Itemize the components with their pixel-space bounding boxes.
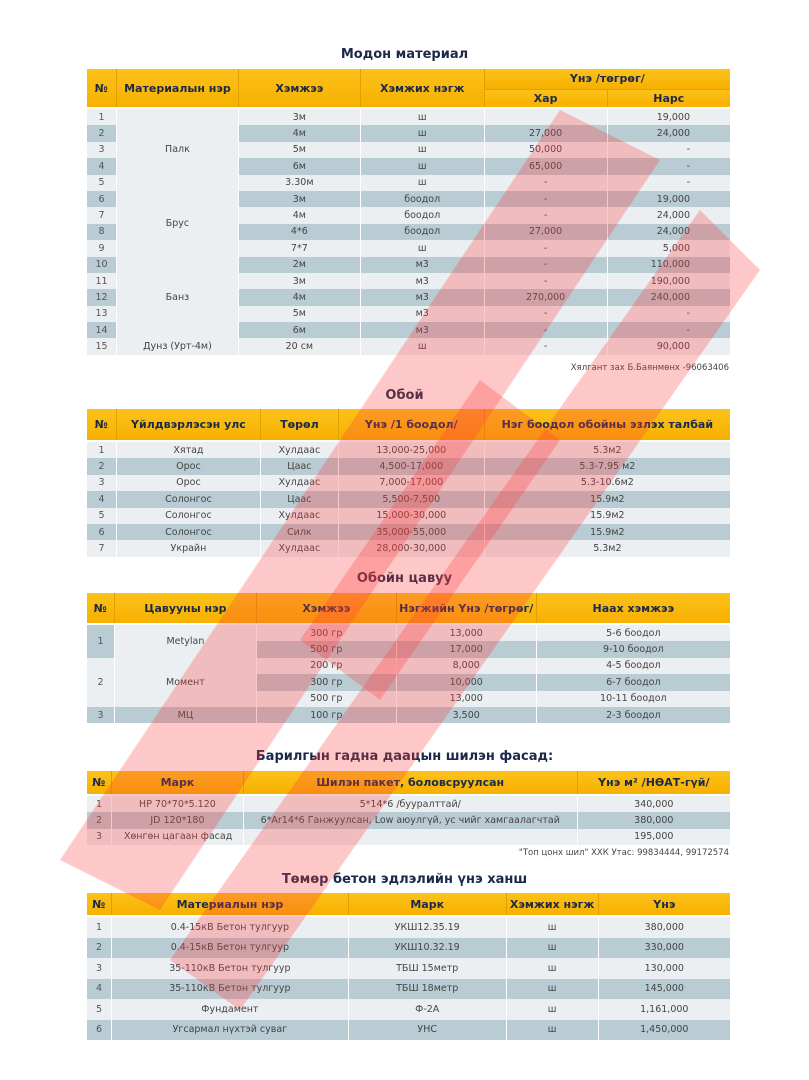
- size: 4м: [238, 289, 360, 305]
- unit: ш: [360, 125, 484, 141]
- row-number: 3: [87, 142, 117, 158]
- country: Солонгос: [116, 491, 260, 507]
- unit: ш: [360, 108, 484, 125]
- unit-price: 3,500: [396, 707, 536, 723]
- row-number: 2: [87, 812, 112, 828]
- header-black: Хар: [484, 89, 607, 108]
- row-number: 3: [87, 707, 115, 723]
- price-pine: 240,000: [607, 289, 730, 305]
- price-black: 50,000: [484, 142, 607, 158]
- header-unit-price: Нэгжийн Үнэ /төгрөг/: [396, 593, 536, 624]
- price: 330,000: [598, 938, 730, 959]
- material-name: Фундамент: [111, 999, 348, 1020]
- material-name: Палк: [116, 108, 238, 191]
- glue-title: Обойн цавуу: [356, 571, 453, 586]
- price-black: -: [484, 257, 607, 273]
- mark: ТБШ 15метр: [348, 958, 506, 979]
- mark: Ф-2А: [348, 999, 506, 1020]
- price-pine: -: [607, 158, 730, 174]
- mark: УКШ12.35.19: [348, 916, 506, 938]
- price-pine: 190,000: [607, 273, 730, 289]
- unit-price: 10,000: [396, 674, 536, 690]
- unit: ш: [506, 979, 598, 1000]
- size: 4*6: [238, 224, 360, 240]
- country: Орос: [116, 458, 260, 474]
- size: 5м: [238, 306, 360, 322]
- row-number: 6: [87, 1020, 112, 1041]
- header-price: Үнэ /төгрөг/: [484, 69, 730, 89]
- unit: ш: [506, 999, 598, 1020]
- material-name: 35-110кВ Бетон тулгуур: [111, 979, 348, 1000]
- row-number: 9: [87, 240, 117, 256]
- size: 3м: [238, 273, 360, 289]
- price: 7,000-17,000: [338, 475, 484, 491]
- price-pine: -: [607, 175, 730, 191]
- price-pine: 90,000: [607, 338, 730, 354]
- size: 3м: [238, 108, 360, 125]
- price: 1,450,000: [598, 1020, 730, 1041]
- unit: ш: [360, 338, 484, 354]
- price-black: 65,000: [484, 158, 607, 174]
- price-black: [484, 108, 607, 125]
- row-number: 3: [87, 958, 112, 979]
- glue-name: Момент: [114, 658, 256, 707]
- table-row: [87, 916, 731, 938]
- facade-table-body: [87, 795, 731, 845]
- row-number: 6: [87, 191, 117, 207]
- price: 145,000: [598, 979, 730, 1000]
- unit-price: 13,000: [396, 691, 536, 707]
- header-glue-name: Цавууны нэр: [114, 593, 256, 624]
- price: 28,000-30,000: [338, 540, 484, 556]
- row-number: 4: [87, 979, 112, 1000]
- price: 13,000-25,000: [338, 441, 484, 458]
- glue-table-body: [87, 624, 731, 723]
- table-row: [87, 624, 731, 641]
- table-row: [87, 338, 731, 354]
- price: 380,000: [598, 916, 730, 938]
- size: 2м: [238, 257, 360, 273]
- table-row: [87, 191, 731, 207]
- glass-package: [243, 829, 577, 845]
- row-number: 4: [87, 491, 117, 507]
- table-row: [87, 958, 731, 979]
- header-price-m2: Үнэ м² /НӨАТ-гүй/: [577, 771, 730, 795]
- price-black: 27,000: [484, 125, 607, 141]
- table-row: [87, 508, 731, 524]
- row-number: 5: [87, 508, 117, 524]
- price-m2: 380,000: [577, 812, 730, 828]
- wood-table-body: [87, 108, 731, 355]
- row-number: 7: [87, 540, 117, 556]
- unit-price: 8,000: [396, 658, 536, 674]
- size: 300 гр: [256, 674, 396, 690]
- country: Хятад: [116, 441, 260, 458]
- table-row: [87, 707, 731, 723]
- table-row: [87, 999, 731, 1020]
- coverage: 2-3 боодол: [536, 707, 730, 723]
- area: 15.9м2: [484, 508, 730, 524]
- wood-title: Модон материал: [340, 47, 469, 62]
- unit: ш: [360, 142, 484, 158]
- row-number: 4: [87, 158, 117, 174]
- header-no: №: [87, 409, 117, 441]
- type: Силк: [260, 524, 338, 540]
- header-coverage: Наах хэмжээ: [536, 593, 730, 624]
- header-mark: Марк: [111, 771, 243, 795]
- unit-price: 17,000: [396, 641, 536, 657]
- row-number: 12: [87, 289, 117, 305]
- row-number: 11: [87, 273, 117, 289]
- size: 100 гр: [256, 707, 396, 723]
- material-name: 0.4-15кВ Бетон тулгуур: [111, 938, 348, 959]
- row-number: 10: [87, 257, 117, 273]
- area: 5.3м2: [484, 441, 730, 458]
- table-row: [87, 979, 731, 1000]
- price-black: -: [484, 191, 607, 207]
- size: 4м: [238, 125, 360, 141]
- type: Цаас: [260, 458, 338, 474]
- row-number: 8: [87, 224, 117, 240]
- row-number: 3: [87, 829, 112, 845]
- row-number: 3: [87, 475, 117, 491]
- wallpaper-table: [86, 409, 730, 557]
- row-number: 14: [87, 322, 117, 338]
- table-row: [87, 458, 731, 474]
- unit: ш: [360, 175, 484, 191]
- price: 35,000-55,000: [338, 524, 484, 540]
- material-name: Брус: [116, 191, 238, 257]
- glue-name: МЦ: [114, 707, 256, 723]
- unit: ш: [506, 958, 598, 979]
- table-row: [87, 491, 731, 507]
- row-number: 5: [87, 999, 112, 1020]
- concrete-table-body: [87, 916, 731, 1040]
- header-price: Үнэ /1 боодол/: [338, 409, 484, 441]
- coverage: 10-11 боодол: [536, 691, 730, 707]
- price-m2: 340,000: [577, 795, 730, 812]
- header-size: Хэмжээ: [238, 69, 360, 108]
- table-row: [87, 658, 731, 674]
- header-size: Хэмжээ: [256, 593, 396, 624]
- price-m2: 195,000: [577, 829, 730, 845]
- row-number: 1: [87, 624, 115, 658]
- unit: м3: [360, 289, 484, 305]
- row-number: 1: [87, 441, 117, 458]
- price-pine: 24,000: [607, 224, 730, 240]
- mark: Хөнгөн цагаан фасад: [111, 829, 243, 845]
- table-row: [87, 795, 731, 812]
- mark: ТБШ 18метр: [348, 979, 506, 1000]
- table-row: [87, 540, 731, 556]
- area: 5.3м2: [484, 540, 730, 556]
- row-number: 6: [87, 524, 117, 540]
- type: Цаас: [260, 491, 338, 507]
- header-unit: Хэмжих нэгж: [360, 69, 484, 108]
- concrete-table: [86, 893, 730, 1040]
- price-pine: -: [607, 322, 730, 338]
- mark: УКШ10.32.19: [348, 938, 506, 959]
- table-row: [87, 938, 731, 959]
- size: 6м: [238, 322, 360, 338]
- unit: м3: [360, 322, 484, 338]
- size: 500 гр: [256, 691, 396, 707]
- size: 5м: [238, 142, 360, 158]
- unit: м3: [360, 257, 484, 273]
- material-name: Дунз (Урт-4м): [116, 338, 238, 354]
- mark: HP 70*70*5.120: [111, 795, 243, 812]
- header-mark: Марк: [348, 893, 506, 916]
- price: 5,500-7,500: [338, 491, 484, 507]
- row-number: 5: [87, 175, 117, 191]
- price-pine: 19,000: [607, 108, 730, 125]
- table-row: [87, 524, 731, 540]
- row-number: 1: [87, 795, 112, 812]
- type: Хулдаас: [260, 441, 338, 458]
- facade-source-note: "Топ цонх шил" ХХК Утас: 99834444, 99172574: [518, 848, 729, 858]
- type: Хулдаас: [260, 508, 338, 524]
- price-black: -: [484, 322, 607, 338]
- unit: боодол: [360, 224, 484, 240]
- country: Орос: [116, 475, 260, 491]
- price-pine: 110,000: [607, 257, 730, 273]
- wood-table: [86, 69, 730, 355]
- type: Хулдаас: [260, 475, 338, 491]
- unit-price: 13,000: [396, 624, 536, 641]
- glue-table: [86, 593, 730, 723]
- coverage: 6-7 боодол: [536, 674, 730, 690]
- material-name: 35-110кВ Бетон тулгуур: [111, 958, 348, 979]
- row-number: 2: [87, 458, 117, 474]
- area: 15.9м2: [484, 524, 730, 540]
- table-row: [87, 812, 731, 828]
- header-type: Төрөл: [260, 409, 338, 441]
- price: 4,500-17,000: [338, 458, 484, 474]
- table-row: [87, 108, 731, 125]
- table-row: [87, 257, 731, 273]
- size: 3.30м: [238, 175, 360, 191]
- price-pine: 19,000: [607, 191, 730, 207]
- price-pine: -: [607, 306, 730, 322]
- area: 15.9м2: [484, 491, 730, 507]
- row-number: 1: [87, 916, 112, 938]
- header-pine: Нарс: [607, 89, 730, 108]
- size: 200 гр: [256, 658, 396, 674]
- row-number: 13: [87, 306, 117, 322]
- area: 5.3-10.6м2: [484, 475, 730, 491]
- wallpaper-table-body: [87, 441, 731, 557]
- price-black: 270,000: [484, 289, 607, 305]
- unit: ш: [360, 240, 484, 256]
- size: 7*7: [238, 240, 360, 256]
- price-pine: -: [607, 142, 730, 158]
- unit: м3: [360, 306, 484, 322]
- glass-package: 6*Ar14*6 Ганжуулсан, Low аюулгүй, ус чийг хамгаалагчтай: [243, 812, 577, 828]
- unit: боодол: [360, 191, 484, 207]
- header-no: №: [87, 593, 115, 624]
- header-no: №: [87, 893, 112, 916]
- unit: ш: [506, 916, 598, 938]
- type: Хулдаас: [260, 540, 338, 556]
- wood-source-note: Хялгант зах Б.Баянмөнх -96063406: [570, 363, 729, 373]
- table-row: [87, 1020, 731, 1041]
- price-black: -: [484, 338, 607, 354]
- price-black: -: [484, 207, 607, 223]
- row-number: 1: [87, 108, 117, 125]
- price-pine: 24,000: [607, 125, 730, 141]
- size: 3м: [238, 191, 360, 207]
- unit: ш: [506, 938, 598, 959]
- country: Украйн: [116, 540, 260, 556]
- row-number: 7: [87, 207, 117, 223]
- country: Солонгос: [116, 524, 260, 540]
- concrete-title: Төмөр бетон эдлэлийн үнэ ханш: [281, 872, 528, 887]
- row-number: 2: [87, 125, 117, 141]
- glass-package: 5*14*6 /бууралттай/: [243, 795, 577, 812]
- header-price: Үнэ: [598, 893, 730, 916]
- coverage: 4-5 боодол: [536, 658, 730, 674]
- header-no: №: [87, 69, 117, 108]
- area: 5.3-7.95 м2: [484, 458, 730, 474]
- header-no: №: [87, 771, 112, 795]
- unit: м3: [360, 273, 484, 289]
- price-pine: 5,000: [607, 240, 730, 256]
- unit: ш: [360, 158, 484, 174]
- header-area: Нэг боодол обойны эзлэх талбай: [484, 409, 730, 441]
- unit: боодол: [360, 207, 484, 223]
- header-material-name: Материалын нэр: [116, 69, 238, 108]
- material-name: 0.4-15кВ Бетон тулгуур: [111, 916, 348, 938]
- row-number: 2: [87, 938, 112, 959]
- size: 500 гр: [256, 641, 396, 657]
- glue-name: Metylan: [114, 624, 256, 658]
- coverage: 5-6 боодол: [536, 624, 730, 641]
- price-black: -: [484, 306, 607, 322]
- mark: УНС: [348, 1020, 506, 1041]
- price: 1,161,000: [598, 999, 730, 1020]
- price-black: -: [484, 240, 607, 256]
- material-name: Угсармал нүхтэй суваг: [111, 1020, 348, 1041]
- price: 130,000: [598, 958, 730, 979]
- header-unit: Хэмжих нэгж: [506, 893, 598, 916]
- row-number: 15: [87, 338, 117, 354]
- mark: JD 120*180: [111, 812, 243, 828]
- material-name: Банз: [116, 257, 238, 339]
- country: Солонгос: [116, 508, 260, 524]
- size: 20 см: [238, 338, 360, 354]
- price-black: 27,000: [484, 224, 607, 240]
- size: 300 гр: [256, 624, 396, 641]
- facade-table: [86, 771, 730, 845]
- table-row: [87, 441, 731, 458]
- unit: ш: [506, 1020, 598, 1041]
- price-black: -: [484, 175, 607, 191]
- table-row: [87, 475, 731, 491]
- size: 6м: [238, 158, 360, 174]
- price-pine: 24,000: [607, 207, 730, 223]
- facade-title: Барилгын гадна даацын шилэн фасад:: [255, 749, 554, 764]
- wallpaper-title: Обой: [385, 388, 424, 403]
- table-row: [87, 829, 731, 845]
- size: 4м: [238, 207, 360, 223]
- coverage: 9-10 боодол: [536, 641, 730, 657]
- header-glass-package: Шилэн пакет, боловсруулсан: [243, 771, 577, 795]
- price-black: -: [484, 273, 607, 289]
- price: 15,000-30,000: [338, 508, 484, 524]
- row-number: 2: [87, 658, 115, 707]
- header-material-name: Материалын нэр: [111, 893, 348, 916]
- header-country: Үйлдвэрлэсэн улс: [116, 409, 260, 441]
